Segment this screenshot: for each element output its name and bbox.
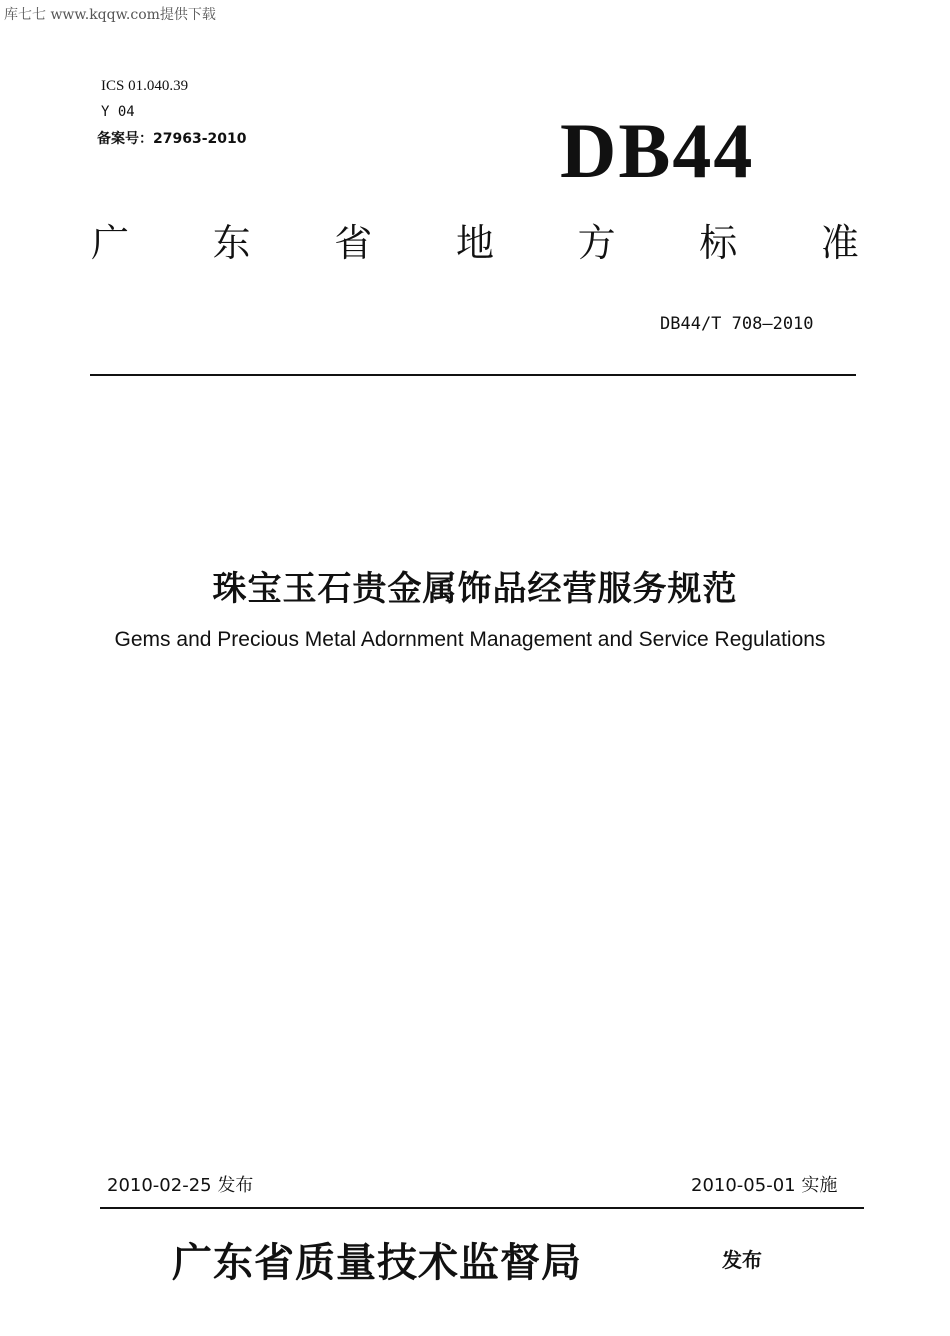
watermark-text: 库七七 www.kqqw.com提供下载	[4, 7, 216, 23]
standard-logo: DB44	[560, 107, 755, 194]
header-divider	[90, 374, 856, 376]
heading-char: 省	[334, 221, 373, 265]
heading-char: 地	[455, 221, 494, 265]
standard-number: DB44/T 708—2010	[660, 314, 814, 334]
document-title-english: Gems and Precious Metal Adornment Management and Service Regulations	[114, 628, 826, 651]
issue-label: 发布	[722, 1248, 762, 1272]
ics-code: ICS 01.040.39	[101, 78, 189, 94]
issue-date: 2010-02-25 发布	[107, 1175, 254, 1196]
heading-char: 方	[577, 221, 616, 265]
provincial-standard-heading	[90, 221, 860, 265]
heading-char: 东	[212, 221, 251, 265]
filing-number: 备案号：27963-2010	[97, 131, 247, 147]
heading-char: 准	[820, 221, 859, 265]
heading-char: 标	[699, 221, 738, 265]
document-title-chinese: 珠宝玉石贵金属饰品经营服务规范	[212, 569, 738, 609]
heading-char: 广	[90, 221, 129, 265]
footer-divider	[100, 1207, 864, 1209]
category-code: Y 04	[101, 104, 135, 120]
effective-date: 2010-05-01 实施	[691, 1175, 838, 1196]
issuing-authority: 广东省质量技术监督局	[172, 1239, 582, 1286]
